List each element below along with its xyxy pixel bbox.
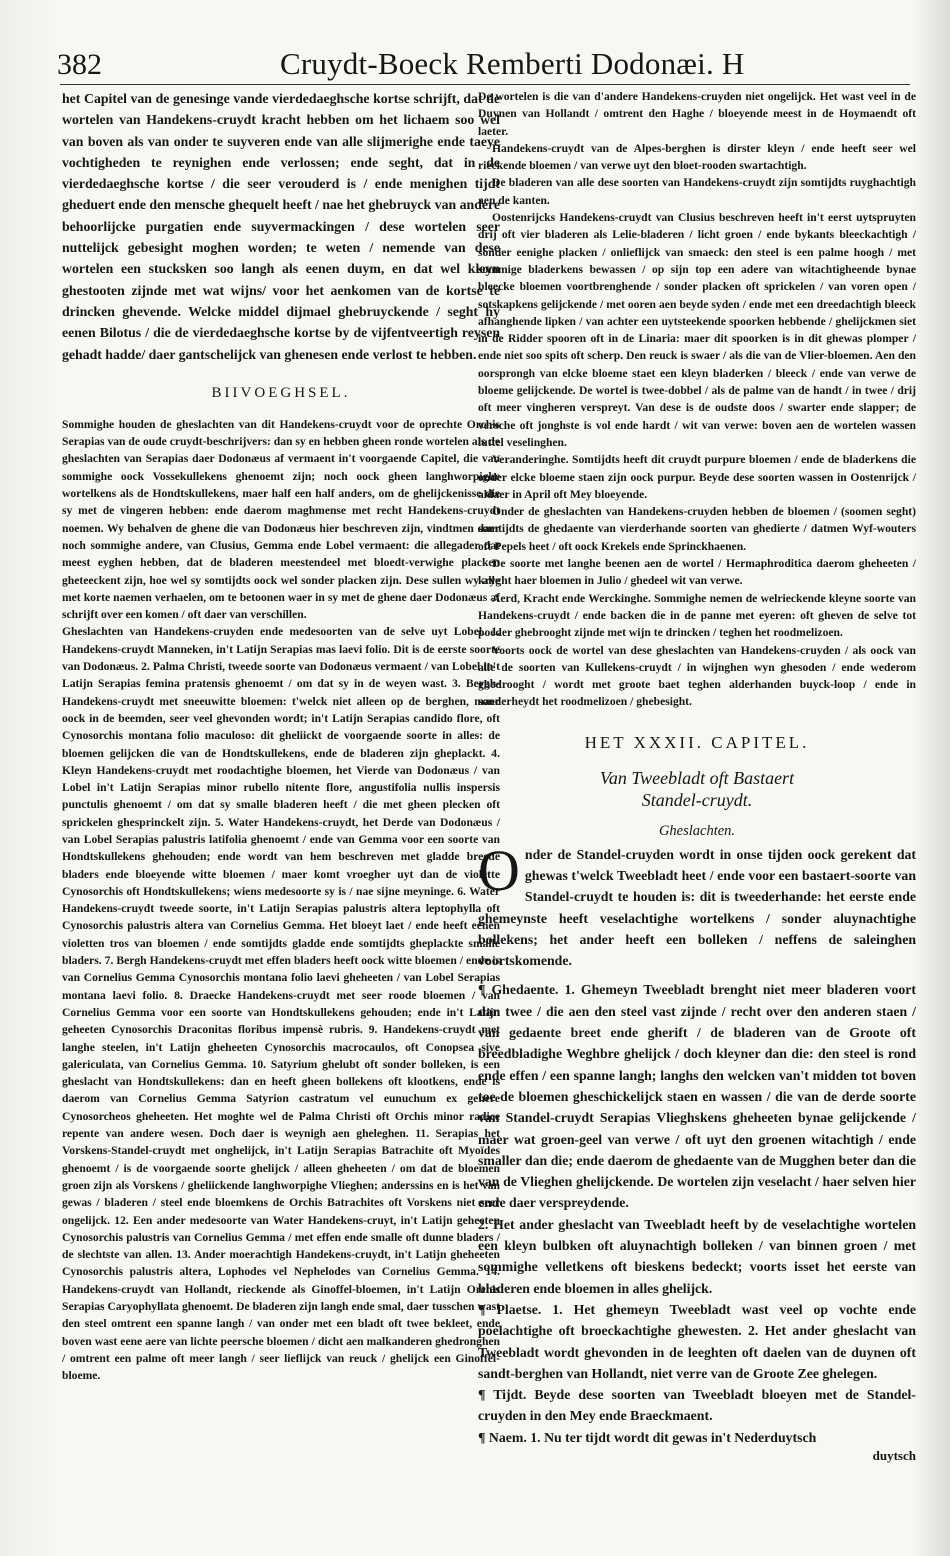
chapter-subtitle-line1: Van Tweebladt oft Bastaert <box>599 767 795 788</box>
running-head: Cruydt-Boeck Remberti Dodonæi. H <box>280 46 745 81</box>
right-column <box>478 88 916 1548</box>
spacer <box>478 971 916 979</box>
gheslachten-list-paragraph: Gheslachten van Handekens-cruyden ende medesoorten van de selve uyt Lobel. 1. Handekens-cruydt Manneken, in't Latijn Serapias mas laevi folio. Dit is de eerste soorte van Dodonæus. 2. Palma Christi, tweede soorte van Dodonæus vermaent / van Lobel in't Latijn Serapias femina pratensis ghenoemt / om dat sy in de weyen wast. 3. Bergh-Handekens-cruydt met sneeuwitte bloemen: t'welck niet alleen op de berghen, maer oock in de beemden, seer veel ghevonden wordt; in't Latijn Serapias candido flore, oft Cynosorchis montana folio maculoso: dit gheliickt de voorgaende soorte in alles: de bloemen gelijcken die van de Hondtskullekens, ende de bladeren zijn gheplackt. 4. Kleyn Handekens-cruydt met roodachtighe bloemen, het Vierde van Dodonæus / van Lobel in't Latijn Serapias minor rubello nitente flore, angustifolia nullis inspersis punctulis ghenoemt / om dat sy smalle bladeren heeft / die met gheen plecken oft sprickelen ghesprinckelt zijn. 5. Water Handekens-cruydt, het Derde van Dodonæus / van Lobel Serapias palustris latifolia ghenoemt / ende van Gemma voor een soorte van Hondtskullekens ghehouden; ende wordt van hem beschreven met gladde breede bladers ende bloeyende witte bloemen / maer komt vroegher uyt dan de violette Cynosorchis oft Hondtskullekens; wiens medesoorte sy is / nae sijne meyninge. 6. Water Handekens-cruydt tweede soorte, in't Latijn Serapias palustris altera leptophylla oft Cynosorchis palustris altera van Cornelius Gemma. Het bloeyt laet / ende heeft eenen violetten tros van bloemen / ende somtijdts gladde ende somtijdts gheplackte smalle bladers. 7. Bergh Handekens-cruydt met effen bladers heeft oock witte bloemen / ende is van Cornelius Gemma Cynosorchis montana folio laevi gheheeten / van Lobel Serapias montana laevi folio. 8. Draecke Handekens-cruydt met seer roode bloemen / van Cornelius Gemma voor een soorte van Hondtskullekens gehouden; ende in't Latijn geheeten Cynosorchis Draconitas floribus impensè rubris. 9. Handekens-cruydt met langhe steelen, in't Latijn gheheeten Cynosorchis macrocaulos, oft Conopsea sive galericulata, van Cornelius Gemma. 10. Satyrium ghelubt oft sonder bolleken, is een gheslacht van Hondtskullekens: dan en heeft gheen bollekens oft klootkens, ende is daerom van Cornelius Gemma Satyrion castratum vel eunuchum ex genere Cynosorcheos gheheeten. Het moghte wel de Palma Christi oft Orchis minor radice repente van andere wesen. Doch daer is weynigh aen gheleghen. 11. Serapias het Vorskens-Standel-cruydt met onghelijck, in't Latijn Serapias Batrachite oft Myoïdes ghenoemt / is de voorgaende soorte ghelijck / alleen gheheeten / om dat de bloemen groen zijn als Vorskens / gheliickende langhworpighe Vlieghen; anderssins en is het van gewas / bladeren / steel ende bloemkens de Orchis Batrachites oft Vorskens niet seer ongelijck. 12. Een ander medesoorte van Water Handekens-cruyt, in't Latijn geheeten Cynosorchis palustris van Cornelius Gemma / met effen ende smalle oft dunne bladers / de slechtste van allen. 13. Ander moerachtigh Handekens-cruydt, in't Latijn gheheeten Cynosorchis palustris altera, Lophodes vel Nephelodes van Cornelius Gemma. 14. Handekens-cruydt van Hollandt, rieckende als Ginoffel-bloemen, in't Latijn Orchis Serapias Caryophyllata ghenoemt. De bladeren zijn langh ende smal, daer tusschen wast den steel omtrent een spanne langh / van onder met een bladt oft twee bekleet, ende boven wast eene aere van lichte peersche bloemen / dicht aen malkanderen ghedronghen / omtrent een palme oft meer langh / seer lieflijck van reuck / ghelijck een Ginoffel-bloeme. <box>62 625 500 1383</box>
bladeren-paragraph: De bladeren van alle dese soorten van Handekens-cruydt zijn somtijdts ruyghachtigh aen de kanten. <box>478 176 916 207</box>
left-column <box>62 88 500 1548</box>
soorte-paragraph: De soorte met langhe beenen aen de wortel / Hermaphroditica daerom gheheeten / kryght haer bloemen in Julio / ghedeel wit van verwe. <box>478 557 916 588</box>
onder-paragraph: Onder de gheslachten van Handekens-cruyden hebben de bloemen / (soomen seght) somtijdts de ghedaente van vierderhande soorten van ghedierte / datmen Wyf-wouters oft Pepels heet / oft oock Krekels ende Sprinckhaenen. <box>478 505 916 553</box>
oostenrijcks-paragraph: Oostenrijcks Handekens-cruydt van Clusius beschreven heeft in't eerst uytspruyten drij oft vier bladeren als Lelie-bladeren / licht groen / ende bykants bleeckachtigh / sonder eenighe placken / onlieflijck van smaeck: den steel is een palme hoogh / met sommige bladerkens bewassen / op sijn top een adere van witachtigheende bynae bleecke bloemen voortbrenghende / sonder placken oft sprickelen / van voren open / sotskapkens gelijckende / met ooren aen beyde syden / ende met een dreedachtigh bleeck afhanghende lipken / van achter een uytsteekende spoorken hebbende / ghelijckmen siet in de Ridder spooren oft in de Linaria: maer dit spoorken is in dit ghewas plomper / ende niet soo spits oft scherp. Den reuck is swaer / als die van de Vlier-bloemen. Aen den oorsprongh van elcke bloeme staet een kleyn bladerken / bleeck / ende van verwe de bloeme gelijckende. De wortel is twee-dobbel / als de palme van de handt / in twee / drij oft meer vingheren verspreyt. Van dese is de oudste doos / swarter ende slapper; de versche oft jonghste is vol ende hardt / wit van verwe: boven aen de wortelen wassen luttel veselinghen. <box>478 211 916 449</box>
page-number: 382 <box>57 48 102 81</box>
chapter-opening-text: nder de Standel-cruyden wordt in onse tijden oock gerekent dat ghewas t'welck Tweebladt heet / ende voor een bastaert-soorte van Standel-cruydt te houden is: dit is tweederhande: het eerste ende ghemeynste heeft veselachtighe wortelkens / sonder aluynachtighe bollekens; het ander heeft een bolleken / neffens de saleinghen voortskomende. <box>478 846 916 969</box>
ghedaente-paragraph: ¶ Ghedaente. 1. Ghemeyn Tweebladt brenght niet meer bladeren voort dan twee / die aen den steel vast zijnde / recht over den anderen staen / van gedaente breet ende gherift / de bladeren van de Groote oft breedbladighe Weghbre ghelijck / doch kleyner dan die: den steel is rond ende effen / een spanne langh; langhs den welcken van't midden tot boven toe de bloemen gheschickelijck staen en wassen / die van de derde soorte van Standel-cruydt Serapias Vlieghskens gheheeten bynae gelijckende / maer wat groen-geel van verwe / oft uyt den groenen witachtigh / ende smaller dan die; ende daerom de ghedaente van de Mugghen beter dan die van de Vlieghen ghelijckende. De wortelen zijn veselacht / haer selven hier ende daer verspreydende. <box>478 982 916 1211</box>
continuation-paragraph: De wortelen is die van d'andere Handekens-cruyden niet ongelijck. Het wast veel in de Duynen van Hollandt / omtrent den Haghe / bloeyende meest in de Hoymaendt oft laeter. <box>478 90 916 138</box>
chapter-title: HET XXXII. CAPITEL. <box>584 732 810 752</box>
chapter-opening-paragraph <box>478 837 916 972</box>
alps-paragraph: Handekens-cruydt van de Alpes-berghen is dirster kleyn / ende heeft seer wel rieckende bloemen / van verwe uyt den bloet-rooden swartachtigh. <box>478 141 916 173</box>
gheslachten-heading: Gheslachten. <box>658 822 736 839</box>
aerd-paragraph: Aerd, Kracht ende Werckinghe. Sommighe nemen de welrieckende kleyne soorte van Handekens-cruydt / ende backen die in de panne met eyeren: oft gheven de selve tot poeder ghebrooght zijnde met wijn te drincken / teghen het roodmelizoen. <box>478 591 916 640</box>
header-rule <box>60 84 910 85</box>
ander-tweebladt-paragraph: 2. Het ander gheslacht van Tweebladt heeft by de veselachtighe wortelen een kleyn bulbken oft aluynachtigh bolleken / van binnen groen / met sommighe velletkens oft bieskens bedeckt; voorts isset het eerste van bladeren ende bloemen in alles ghelijck. <box>478 1216 916 1296</box>
voorts-paragraph: Voorts oock de wortel van dese gheslachten van Handekens-cruyden / als oock van alle de soorten van Kullekens-cruydt / in wijnghen wyn ghesoden / ende wederom ghedrooght / wordt met groote baet teghen alderhanden buyck-loop / ende in sonderheydt het roodmelizoen / ghebesight. <box>478 643 916 709</box>
opening-paragraph: het Capitel van de genesinge vande vierdedaeghsche kortse schrijft, dat de wortelen van Handekens-cruydt kracht hebben om het lichaem soo wel van boven als van onder te suyveren ende van alle slijmerighe ende taeye vochtigheden te reynighen ende verlossen; ende seght, dat in de vierdedaeghsche kortse / die seer verouderd is / ende menighen tijdt gheduert ende den mensche ghequelt heeft / nae het ghebruyck van andere behoorlijcke purgatien ende suyvermackingen / dese wortelen seer nuttelijck gebesight moghen worden; te weten / nemende van dese wortelen een stucksken soo langh als eenen duym, en dat wel kleyn ghestooten zijnde met wat wijns/ voor het aenkomen van de kortse te drincken ghevende. Welcke middel dijmael ghebruyckende / seght hy eenen Bilotus / die de vierdedaeghsche kortse by de vijfentveertigh reysen gehadt hadde/ daer gantschelijck van ghenesen ende verlost te hebben. <box>62 91 500 362</box>
bijvoeghsel-paragraph: Sommighe houden de gheslachten van dit Handekens-cruydt voor de oprechte Orchis Serapias van de oude cruydt-beschrijvers: dan sy en hebben gheen ronde wortelen als de gheslachten van Serapias daer Dodonæus af vermaent in't voorgaende Capitel, die van sommighe oock Vossekullekens ghenoemt zijn; noch oock gheen langhworpighe wortelkens als de Hondtskullekens, maer half een half anders, om de ghelijckenisse die sy met de vingeren hebben: ende daerom maghmense met recht Handekens-cruydt noemen. Wy behalven de ghene die van Dodonæus hier beschreven zijn, vindtmen daer noch sommighe andere, van Clusius, Gemma ende Lobel vermaent: die allegader dat meest eyghen hebben, dat de bladeren meestendeel met bloedt-verwighe placken gheteeckent zijn, hoe wel sy somtijdts oock wel sonder placken zijn. Dese sullen wy alle met korte naemen verhaelen, om te betoonen waer in sy met de ghene daer Dodonæus af schrijft over een komen / oft daer van verschillen. <box>62 417 500 622</box>
plaetse-paragraph: ¶ Plaetse. 1. Het ghemeyn Tweebladt wast veel op vochte ende poelachtighe oft broeckachtighe ghewesten. 2. Het ander gheslacht van Tweebladt wordt ghevonden in de leeghten oft daelen van de duynen oft sandt-berghen van Hollandt, niet verre van de Groote Zee ghelegen. <box>478 1301 916 1381</box>
catchword: duytsch <box>872 1448 916 1463</box>
tijdt-paragraph: ¶ Tijdt. Beyde dese soorten van Tweebladt bloeyen met de Standel-cruyden in den Mey ende Braeckmaent. <box>478 1387 916 1424</box>
veranderinghe-paragraph: Veranderinghe. Somtijdts heeft dit cruydt purpure bloemen / ende de bladerkens die onder elcke bloeme staen zijn oock purpur. Beyde dese soorten wassen in Oostenrijck / aldaer in April oft Mey bloeyende. <box>478 453 916 501</box>
naem-paragraph: ¶ Naem. 1. Nu ter tijdt wordt dit gewas in't Nederduytsch <box>478 1429 817 1445</box>
drop-capital: O <box>478 837 520 903</box>
chapter-subtitle-line2: Standel-cruydt. <box>641 789 753 810</box>
section-title-bijvoeghsel: BIIVOEGHSEL. <box>211 384 351 401</box>
